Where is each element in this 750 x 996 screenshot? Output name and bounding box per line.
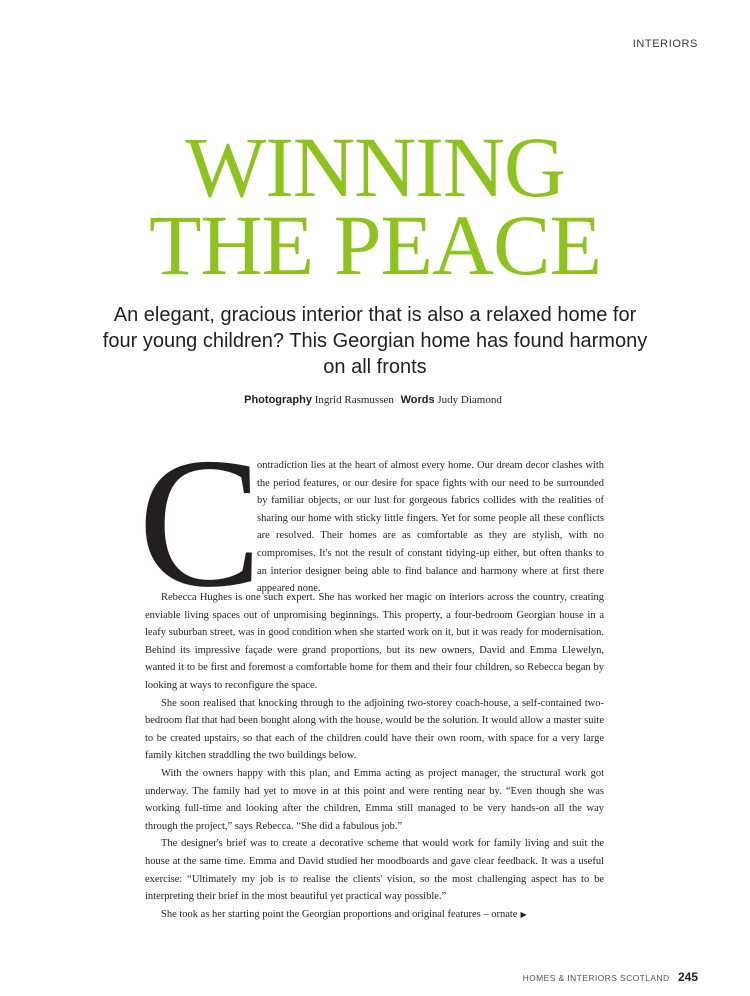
body-paragraph-last xyxy=(145,906,604,924)
continue-arrow-icon: ▶ xyxy=(520,909,527,919)
body-paragraph: The designer's brief was to create a decorative scheme that would work for family living and suit the house at the same time. Emma and David studied her moodboards and gave clear feedback. It was a useful exercise: “Ultimately my job is to realise the clients' vision, so the most challenging aspect has to be interpreting their brief in the most beautiful yet practical way possible.” xyxy=(145,838,604,903)
page-number: 245 xyxy=(677,970,698,984)
page-footer xyxy=(523,968,698,986)
headline-line-1: WINNING xyxy=(185,119,565,215)
body-paragraph: She soon realised that knocking through to the adjoining two-storey coach-house, a self-contained two-bedroom flat that had been bought along with the house, would be the solution. It would allow a master suite to be created upstairs, so that each of the children could have their own room, with space for a very large family kitchen straddling the two buildings below. xyxy=(145,697,604,762)
drop-cap: C xyxy=(138,420,263,626)
words-label: Words xyxy=(400,394,435,406)
body-paragraph: With the owners happy with this plan, and Emma acting as project manager, the structural work got underway. The family had yet to move in at this point and were renting near by. “Even though she was working full-time and looking after the children, Emma still managed to be very hands-on all the way through the project,” says Rebecca. “She did a fabulous job.” xyxy=(145,767,604,832)
section-label: INTERIORS xyxy=(632,38,698,50)
standfirst: An elegant, gracious interior that is also a relaxed home for four young children? This Georgian home has found harmony on all fronts xyxy=(102,304,648,378)
intro-paragraph: ontradiction lies at the heart of almost every home. Our dream decor clashes with the period features, or our desire for space fights with our need to be surrounded by familiar objects, or our lust for gorgeous fabrics collides with the realities of sharing our home with sticky little fingers. Yet for some people all these conflicts are resolved. Their homes are as comfortable as they are stylish, with no compromises. It's not the result of constant tidying-up either, but often thanks to an interior designer being able to find balance and harmony where at first there appeared none. xyxy=(257,460,604,595)
writer-name: Judy Diamond xyxy=(437,394,502,406)
body-paragraph: Rebecca Hughes is one such expert. She has worked her magic on interiors across the country, creating enviable living spaces out of unpromising beginnings. This property, a four-bedroom Georgian house in a leafy suburban street, was in good condition when she started work on it, but it was ready for modernisation. Behind its impressive façade were grand proportions, but its new owners, David and Emma Llewelyn, wanted it to be first and foremost a comfortable home for them and their four children, so Rebecca began by looking at ways to reconfigure the space. xyxy=(145,592,604,691)
magazine-name: HOMES & INTERIORS SCOTLAND xyxy=(522,973,670,983)
photography-label: Photography xyxy=(244,394,312,406)
article-body xyxy=(145,589,604,923)
photographer-name: Ingrid Rasmussen xyxy=(314,394,394,406)
article-credits xyxy=(0,394,750,406)
article-headline xyxy=(0,119,750,293)
headline-line-2: THE PEACE xyxy=(148,197,602,293)
last-paragraph-text: She took as her starting point the Georgian proportions and original features – ornate xyxy=(161,908,518,920)
